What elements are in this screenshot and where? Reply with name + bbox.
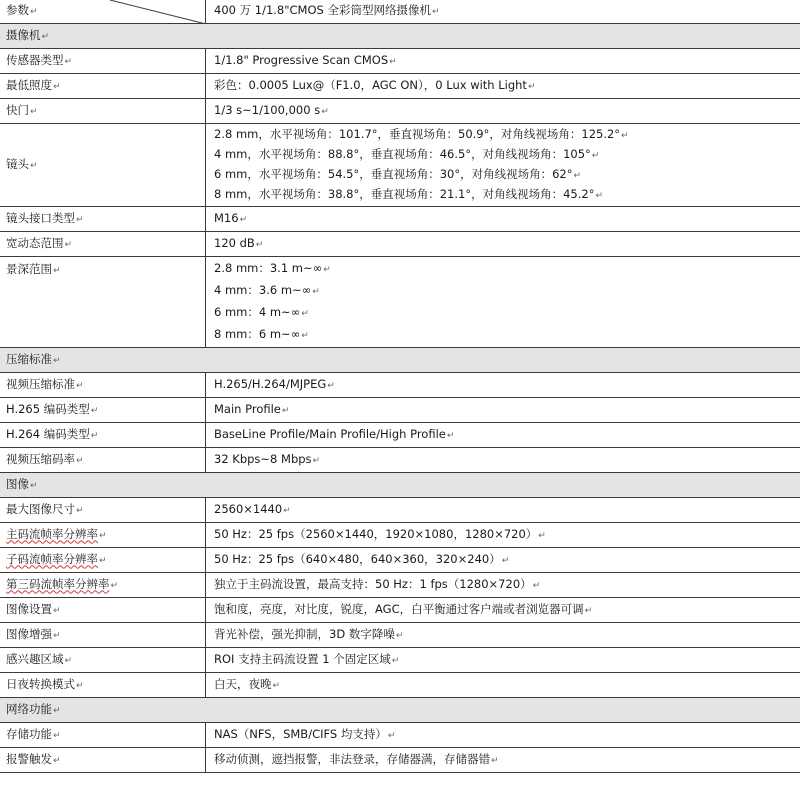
- paragraph-mark-icon: ↵: [90, 430, 99, 441]
- param-value: 彩色：0.0005 Lux@（F1.0，AGC ON），0 Lux with Light: [214, 77, 527, 92]
- param-value: NAS（NFS，SMB/CIFS 均支持）: [214, 726, 387, 741]
- param-label: 镜头接口类型: [6, 210, 75, 225]
- param-value-line: [214, 674, 800, 697]
- param-value-cell: [206, 398, 800, 423]
- table-row: [0, 74, 800, 99]
- table-row: [0, 673, 800, 698]
- param-label: 最大图像尺寸: [6, 501, 75, 516]
- param-label-cell: [0, 99, 206, 124]
- param-value-line: [214, 165, 800, 185]
- param-value-line: [214, 749, 800, 772]
- param-value: 2560×1440: [214, 501, 283, 516]
- param-value-line: [214, 208, 800, 231]
- paragraph-mark-icon: ↵: [53, 705, 61, 716]
- param-value: Main Profile: [214, 401, 281, 416]
- param-value-line: [214, 258, 800, 280]
- param-value-line: [214, 100, 800, 123]
- paragraph-mark-icon: ↵: [99, 555, 107, 566]
- param-value-cell: [206, 448, 800, 473]
- table-row: [0, 623, 800, 648]
- param-label-cell: [0, 423, 206, 448]
- table-header-row: [0, 0, 800, 24]
- param-label: 传感器类型: [6, 52, 64, 67]
- param-value-cell: [206, 232, 800, 257]
- table-row: [0, 207, 800, 232]
- table-row: [0, 523, 800, 548]
- param-label: 图像设置: [6, 601, 52, 616]
- param-label: H.265 编码类型: [6, 401, 90, 416]
- paragraph-mark-icon: ↵: [64, 239, 73, 250]
- paragraph-mark-icon: ↵: [527, 81, 536, 92]
- paragraph-mark-icon: ↵: [30, 7, 38, 17]
- param-value-cell: [206, 673, 800, 698]
- table-row: [0, 598, 800, 623]
- table-row: [0, 232, 800, 257]
- paragraph-mark-icon: ↵: [501, 555, 510, 566]
- param-value-cell: [206, 207, 800, 232]
- paragraph-mark-icon: ↵: [76, 505, 84, 516]
- param-value-line: [214, 574, 800, 597]
- param-value-line: [214, 449, 800, 472]
- paragraph-mark-icon: ↵: [53, 630, 61, 641]
- paragraph-mark-icon: ↵: [99, 530, 107, 541]
- param-value-cell: [206, 49, 800, 74]
- header-model-title: 400 万 1/1.8"CMOS 全彩筒型网络摄像机: [214, 3, 431, 17]
- paragraph-mark-icon: ↵: [389, 56, 397, 67]
- param-value: 120 dB: [214, 235, 255, 250]
- param-label-cell: [0, 598, 206, 623]
- param-value-line: [214, 233, 800, 256]
- param-label-cell: [0, 623, 206, 648]
- param-value: M16: [214, 210, 239, 225]
- param-value-line: [214, 145, 800, 165]
- param-label-cell: [0, 207, 206, 232]
- param-value: 6 mm：4 m~∞: [214, 305, 301, 319]
- paragraph-mark-icon: ↵: [595, 191, 603, 201]
- section-title-text: 摄像机: [6, 27, 41, 42]
- param-value-cell: [206, 99, 800, 124]
- section-row: [0, 473, 800, 498]
- section-title: [0, 24, 800, 49]
- param-value-line: [214, 424, 800, 447]
- paragraph-mark-icon: ↵: [301, 331, 309, 341]
- param-label: 宽动态范围: [6, 235, 64, 250]
- param-value-line: [214, 302, 800, 324]
- paragraph-mark-icon: ↵: [538, 530, 546, 541]
- paragraph-mark-icon: ↵: [584, 605, 593, 616]
- table-row: [0, 99, 800, 124]
- paragraph-mark-icon: ↵: [255, 239, 264, 250]
- section-title: [0, 698, 800, 723]
- paragraph-mark-icon: ↵: [621, 131, 629, 141]
- paragraph-mark-icon: ↵: [312, 287, 320, 297]
- paragraph-mark-icon: ↵: [64, 56, 73, 67]
- table-row: [0, 124, 800, 207]
- param-label-cell: [0, 573, 206, 598]
- table-row: [0, 648, 800, 673]
- paragraph-mark-icon: ↵: [53, 730, 61, 741]
- paragraph-mark-icon: ↵: [391, 655, 400, 666]
- param-label-cell: [0, 232, 206, 257]
- paragraph-mark-icon: ↵: [53, 81, 61, 92]
- param-label: 景深范围: [6, 262, 52, 276]
- table-row: [0, 373, 800, 398]
- param-value: 白天，夜晚: [214, 676, 272, 691]
- param-value-line: [214, 75, 800, 98]
- param-label-cell: [0, 648, 206, 673]
- section-row: [0, 698, 800, 723]
- param-value-cell: [206, 548, 800, 573]
- param-label-cell: [0, 523, 206, 548]
- param-label: 视频压缩码率: [6, 451, 75, 466]
- param-value-line: [214, 324, 800, 346]
- param-value: 8 mm，水平视场角：38.8°，垂直视场角：21.1°，对角线视场角：45.2°: [214, 187, 595, 201]
- param-label-cell: [0, 49, 206, 74]
- header-param-label: 参数: [6, 3, 29, 17]
- param-value-line: [214, 50, 800, 73]
- section-row: [0, 24, 800, 49]
- section-title: [0, 348, 800, 373]
- param-label-cell: [0, 748, 206, 773]
- param-value: 32 Kbps~8 Mbps: [214, 451, 312, 466]
- param-label-cell: [0, 673, 206, 698]
- param-value: 2.8 mm：3.1 m~∞: [214, 261, 323, 275]
- param-value-line: [214, 185, 800, 205]
- table-row: [0, 257, 800, 348]
- paragraph-mark-icon: ↵: [76, 214, 84, 225]
- param-value-line: [214, 724, 800, 747]
- paragraph-mark-icon: ↵: [30, 106, 38, 117]
- param-value: 1/1.8" Progressive Scan CMOS: [214, 52, 389, 67]
- table-row: [0, 573, 800, 598]
- param-value-line: [214, 499, 800, 522]
- section-title-text: 压缩标准: [6, 351, 52, 366]
- paragraph-mark-icon: ↵: [53, 355, 61, 366]
- paragraph-mark-icon: ↵: [76, 680, 84, 691]
- paragraph-mark-icon: ↵: [532, 580, 541, 591]
- param-value-line: [214, 549, 800, 572]
- param-value-cell: [206, 723, 800, 748]
- table-row: [0, 498, 800, 523]
- param-value-cell: [206, 623, 800, 648]
- param-value-cell: [206, 498, 800, 523]
- param-value-line: [214, 280, 800, 302]
- paragraph-mark-icon: ↵: [239, 214, 248, 225]
- param-value-cell: [206, 573, 800, 598]
- paragraph-mark-icon: ↵: [432, 7, 440, 17]
- param-value-line: [214, 649, 800, 672]
- paragraph-mark-icon: ↵: [301, 309, 309, 319]
- paragraph-mark-icon: ↵: [283, 505, 291, 516]
- param-value: ROI 支持主码流设置 1 个固定区域: [214, 651, 391, 666]
- paragraph-mark-icon: ↵: [573, 171, 582, 181]
- paragraph-mark-icon: ↵: [395, 630, 404, 641]
- param-value-cell: [206, 523, 800, 548]
- paragraph-mark-icon: ↵: [53, 266, 61, 276]
- param-label: 快门: [6, 102, 29, 117]
- param-value-cell: [206, 373, 800, 398]
- param-value-cell: [206, 648, 800, 673]
- param-value: 50 Hz：25 fps（640×480，640×360，320×240）: [214, 551, 501, 566]
- param-label-cell: [0, 373, 206, 398]
- param-label: 子码流帧率分辨率: [6, 551, 98, 566]
- paragraph-mark-icon: ↵: [272, 680, 281, 691]
- header-model-cell: [206, 0, 800, 24]
- paragraph-mark-icon: ↵: [321, 106, 329, 117]
- param-label: 第三码流帧率分辨率: [6, 576, 110, 591]
- paragraph-mark-icon: ↵: [53, 755, 61, 766]
- param-value-line: [214, 624, 800, 647]
- param-label: 视频压缩标准: [6, 376, 75, 391]
- param-label-cell: [0, 548, 206, 573]
- paragraph-mark-icon: ↵: [64, 655, 73, 666]
- section-title-text: 网络功能: [6, 701, 52, 716]
- paragraph-mark-icon: ↵: [53, 605, 61, 616]
- paragraph-mark-icon: ↵: [30, 480, 38, 491]
- param-label-cell: [0, 448, 206, 473]
- param-value-line: [214, 374, 800, 397]
- param-value: 50 Hz：25 fps（2560×1440，1920×1080，1280×720）: [214, 526, 538, 541]
- param-value-line: [214, 125, 800, 145]
- param-label: 图像增强: [6, 626, 52, 641]
- param-label-cell: [0, 257, 206, 348]
- section-row: [0, 348, 800, 373]
- table-row: [0, 448, 800, 473]
- param-value-line: [214, 524, 800, 547]
- param-value: 1/3 s~1/100,000 s: [214, 102, 321, 117]
- param-value-cell: [206, 124, 800, 207]
- param-value-cell: [206, 748, 800, 773]
- section-title: [0, 473, 800, 498]
- table-row: [0, 723, 800, 748]
- param-value: BaseLine Profile/Main Profile/High Profile: [214, 426, 446, 441]
- param-value: 背光补偿，强光抑制，3D 数字降噪: [214, 626, 395, 641]
- paragraph-mark-icon: ↵: [41, 31, 50, 42]
- param-value: 8 mm：6 m~∞: [214, 327, 301, 341]
- table-row: [0, 548, 800, 573]
- param-value: 4 mm：3.6 m~∞: [214, 283, 312, 297]
- param-value: 2.8 mm，水平视场角：101.7°，垂直视场角：50.9°，对角线视场角：125.2°: [214, 127, 621, 141]
- param-label: 存储功能: [6, 726, 52, 741]
- table-row: [0, 398, 800, 423]
- param-label: 感兴趣区域: [6, 651, 64, 666]
- param-label-cell: [0, 398, 206, 423]
- param-label: 镜头: [6, 156, 29, 171]
- param-value: 独立于主码流设置，最高支持：50 Hz：1 fps（1280×720）: [214, 576, 532, 591]
- table-row: [0, 423, 800, 448]
- param-label-cell: [0, 124, 206, 207]
- paragraph-mark-icon: ↵: [281, 405, 290, 416]
- paragraph-mark-icon: ↵: [90, 405, 99, 416]
- param-value: 移动侦测，遮挡报警，非法登录，存储器满，存储器错: [214, 751, 490, 766]
- paragraph-mark-icon: ↵: [76, 380, 84, 391]
- table-row: [0, 748, 800, 773]
- param-value: 饱和度，亮度，对比度，锐度，AGC，白平衡通过客户端或者浏览器可调: [214, 601, 584, 616]
- param-label: H.264 编码类型: [6, 426, 90, 441]
- param-value: 4 mm，水平视场角：88.8°，垂直视场角：46.5°，对角线视场角：105°: [214, 147, 591, 161]
- table-row: [0, 49, 800, 74]
- param-value-cell: [206, 423, 800, 448]
- param-value-cell: [206, 598, 800, 623]
- paragraph-mark-icon: ↵: [76, 455, 84, 466]
- paragraph-mark-icon: ↵: [491, 755, 499, 766]
- param-label: 日夜转换模式: [6, 676, 75, 691]
- section-title-text: 图像: [6, 476, 29, 491]
- param-value-line: [214, 399, 800, 422]
- paragraph-mark-icon: ↵: [446, 430, 455, 441]
- paragraph-mark-icon: ↵: [327, 380, 335, 391]
- paragraph-mark-icon: ↵: [323, 265, 331, 275]
- paragraph-mark-icon: ↵: [387, 730, 396, 741]
- param-value: 6 mm，水平视场角：54.5°，垂直视场角：30°，对角线视场角：62°: [214, 167, 573, 181]
- paragraph-mark-icon: ↵: [30, 160, 38, 171]
- param-label-cell: [0, 723, 206, 748]
- param-value-cell: [206, 74, 800, 99]
- param-label: 报警触发: [6, 751, 52, 766]
- param-label: 主码流帧率分辨率: [6, 526, 98, 541]
- paragraph-mark-icon: ↵: [110, 580, 119, 591]
- paragraph-mark-icon: ↵: [591, 151, 600, 161]
- param-value-line: [214, 599, 800, 622]
- diagonal-divider: [0, 0, 206, 24]
- param-label: 最低照度: [6, 77, 52, 92]
- param-value-cell: [206, 257, 800, 348]
- param-label-cell: [0, 74, 206, 99]
- header-param-cell: [0, 0, 206, 24]
- param-label-cell: [0, 498, 206, 523]
- param-value: H.265/H.264/MJPEG: [214, 376, 327, 391]
- paragraph-mark-icon: ↵: [312, 455, 321, 466]
